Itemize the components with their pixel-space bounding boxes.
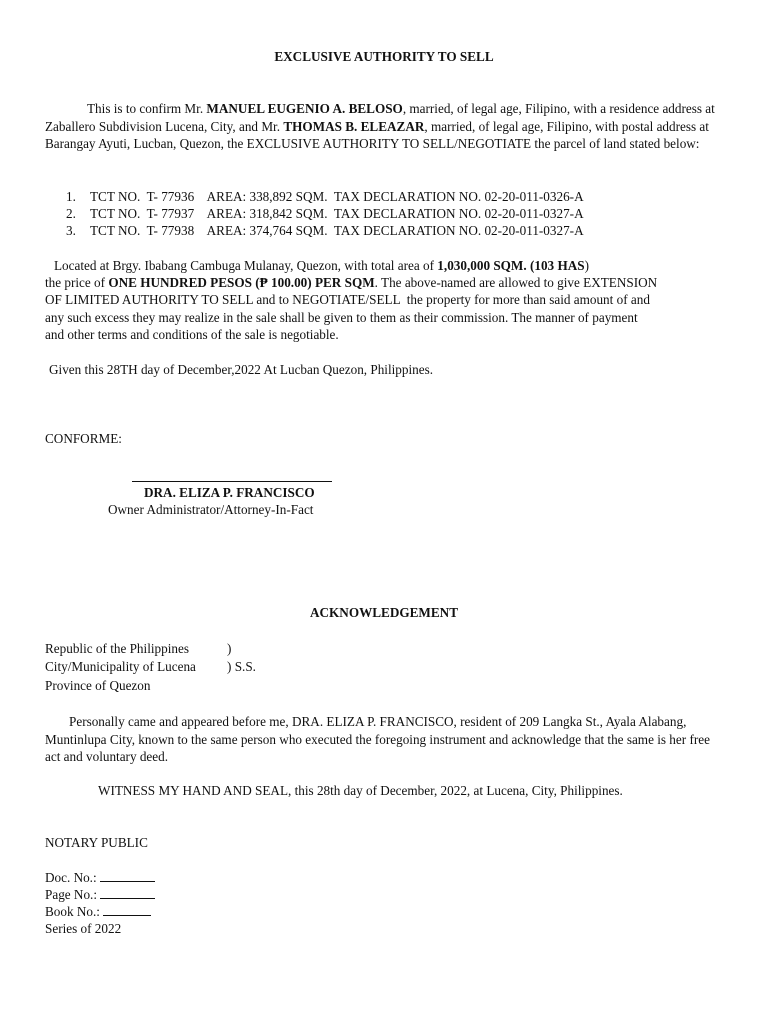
witness-line: WITNESS MY HAND AND SEAL, this 28th day of December, 2022, at Lucena, City, Philippines. <box>98 783 623 798</box>
price-line: the price of ONE HUNDRED PESOS (₱ 100.00) PER SQM. The above-named are allowed to give EXTENSION <box>45 275 658 290</box>
acknowledgement-body: Personally came and appeared before me, DRA. ELIZA P. FRANCISCO, resident of 209 Langka St., Ayala Alabang, Muntinlupa City, known to the same person who executed the foregoing instrument and acknowledge that the same is her free act and voluntary deed. <box>45 714 710 764</box>
tct-item: 3. TCT NO. T- 77938 AREA: 374,764 SQM. TAX DECLARATION NO. 02-20-011-0327-A <box>66 223 584 238</box>
conforme-label: CONFORME: <box>45 431 122 446</box>
document-title: EXCLUSIVE AUTHORITY TO SELL <box>274 49 494 64</box>
terms-line: any such excess they may realize in the sale shall be given to them as their commission. The manner of payment <box>45 310 638 325</box>
venue-line: City/Municipality of Lucena ) S.S. <box>45 659 256 674</box>
given-line: Given this 28TH day of December,2022 At Lucban Quezon, Philippines. <box>49 362 434 377</box>
book-no-field: Book No.: <box>45 903 151 921</box>
doc-no-field: Doc. No.: <box>45 869 155 887</box>
signatory-role: Owner Administrator/Attorney-In-Fact <box>108 502 314 517</box>
venue-line: Republic of the Philippines ) <box>45 641 232 656</box>
notary-heading: NOTARY PUBLIC <box>45 835 148 850</box>
series-line: Series of 2022 <box>45 921 122 936</box>
tct-item: 1. TCT NO. T- 77936 AREA: 338,892 SQM. TAX DECLARATION NO. 02-20-011-0326-A <box>66 189 584 204</box>
acknowledgement-heading: ACKNOWLEDGEMENT <box>309 605 458 620</box>
terms-line: OF LIMITED AUTHORITY TO SELL and to NEGOTIATE/SELL the property for more than said amount of and <box>45 292 650 307</box>
tct-item: 2. TCT NO. T- 77937 AREA: 318,842 SQM. TAX DECLARATION NO. 02-20-011-0327-A <box>66 206 584 221</box>
terms-line: and other terms and conditions of the sale is negotiable. <box>45 327 339 342</box>
page-no-field: Page No.: <box>45 886 155 904</box>
location-line: Located at Brgy. Ibabang Cambuga Mulanay, Quezon, with total area of 1,030,000 SQM. (103 HAS) <box>54 258 589 273</box>
intro-paragraph: This is to confirm Mr. MANUEL EUGENIO A. BELOSO, married, of legal age, Filipino, with a residence address at Zaballero Subdivision Lucena, City, and Mr. THOMAS B. ELEAZAR, married, of legal age, Filipino, with postal address at Barangay Ayuti, Lucban, Quezon, the EXCLUSIVE AUTHORITY TO SELL/NEGOTIATE the parcel of land stated below: <box>45 101 715 151</box>
signature-line <box>132 481 332 482</box>
signatory-name: DRA. ELIZA P. FRANCISCO <box>144 485 315 500</box>
venue-line: Province of Quezon <box>45 678 151 693</box>
